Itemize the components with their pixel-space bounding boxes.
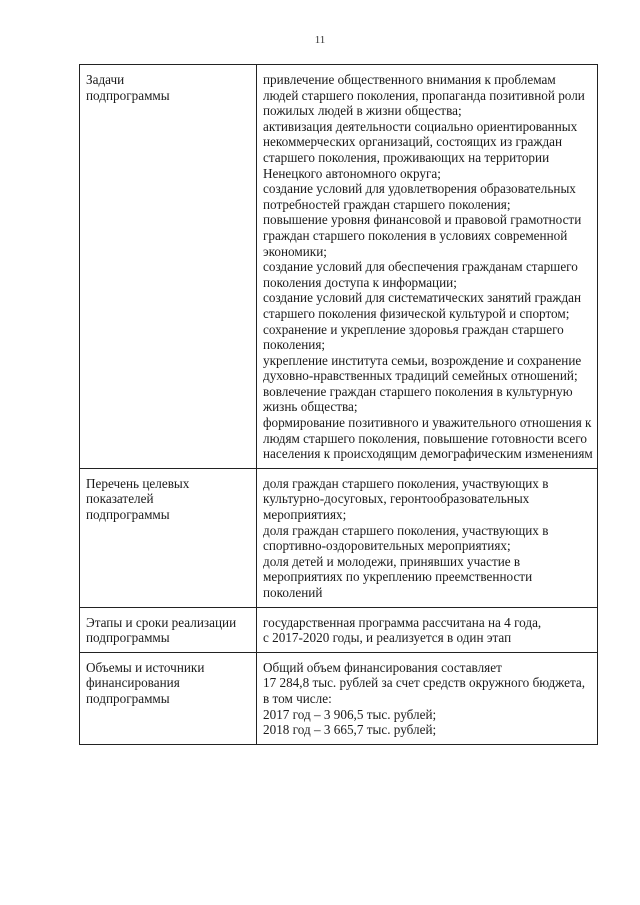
row-content-funding bbox=[257, 652, 598, 744]
table-row-tasks bbox=[80, 65, 598, 469]
row-label-indicators bbox=[80, 468, 257, 607]
subprogram-passport-table bbox=[79, 64, 598, 745]
row-label-text: Этапы и сроки реализации подпрограммы bbox=[86, 614, 237, 646]
table-row-indicators bbox=[80, 468, 598, 607]
row-content-stages bbox=[257, 607, 598, 652]
row-label-text: Задачи подпрограммы bbox=[86, 72, 170, 103]
row-label-text: Перечень целевых показателей подпрограммы bbox=[86, 475, 190, 523]
row-label-stages bbox=[80, 607, 257, 652]
row-content-text: государственная программа рассчитана на 4 года, с 2017-2020 годы, и реализуется в один этап bbox=[263, 614, 542, 646]
row-content-indicators bbox=[257, 468, 598, 607]
row-content-tasks bbox=[257, 65, 598, 469]
row-content-text: привлечение общественного внимания к проблемам людей старшего поколения, пропаганда позитивной роли пожилых людей в жизни общества; активизация деятельности социально ориентированных некоммерческих организаций, состоящих из граждан старшего поколения, проживающих на территории Ненецкого автономного округа; создание условий для удовлетворения образовательных потребностей граждан старшего поколения; повышение уровня финансовой и правовой грамотности граждан старшего поколения в условиях современной экономики; создание условий для обеспечения гражданам старшего поколения доступа к информации; создание условий для систематических занятий граждан старшего поколения физической культурой и спортом; сохранение и укрепление здоровья граждан старшего поколения; укрепление института семьи, возрождение и сохранение духовно-нравственных традиций семейных отношений; вовлечение граждан старшего поколения в культурную жизнь общества; формирование позитивного и уважительного отношения к людям старшего поколения, повышение готовности всего населения к происходящим демографическим изменениям bbox=[263, 72, 593, 462]
table-row-stages bbox=[80, 607, 598, 652]
page-number: 11 bbox=[314, 34, 326, 46]
row-content-text: Общий объем финансирования составляет 17 284,8 тыс. рублей за счет средств окружного бюджета, в том числе: 2017 год – 3 906,5 тыс. рублей; 2018 год – 3 665,7 тыс. рублей; bbox=[263, 659, 586, 738]
row-label-tasks bbox=[80, 65, 257, 469]
row-label-funding bbox=[80, 652, 257, 744]
row-label-text: Объемы и источники финансирования подпрограммы bbox=[86, 659, 205, 706]
table-row-funding bbox=[80, 652, 598, 744]
row-content-text: доля граждан старшего поколения, участвующих в культурно-досуговых, геронтообразовательных мероприятиях; доля граждан старшего поколения, участвующих в спортивно-оздоровительных мероприятиях; доля детей и молодежи, принявших участие в мероприятиях по укреплению преемственности поколений bbox=[263, 475, 549, 600]
